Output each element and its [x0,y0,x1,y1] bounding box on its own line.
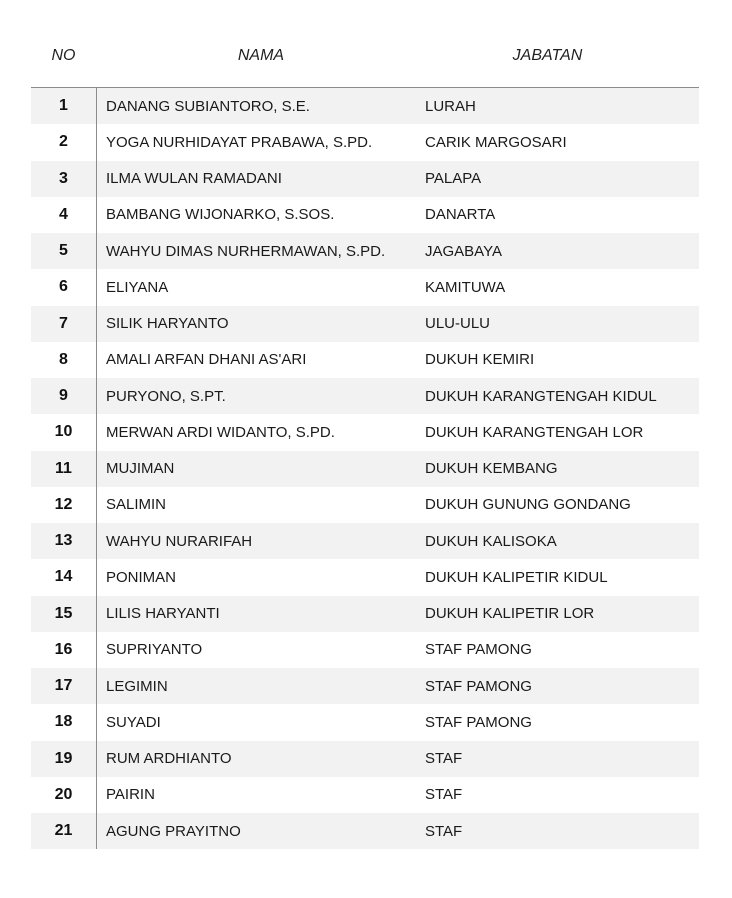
row-number: 16 [54,640,73,658]
row-nama: AGUNG PRAYITNO [106,822,241,840]
row-jabatan: ULU-ULU [425,315,491,333]
row-nama: ELIYANA [106,278,169,296]
row-number: 12 [54,495,73,513]
row-nama: SUYADI [106,713,161,731]
table-row [31,741,699,777]
header-jabatan: JABATAN [512,46,583,64]
row-number: 7 [59,314,68,332]
row-nama: LEGIMIN [106,677,168,695]
row-jabatan: STAF PAMONG [425,677,532,695]
table-row [31,523,699,559]
row-jabatan: STAF PAMONG [425,641,532,659]
row-number: 10 [54,423,73,441]
row-jabatan: LURAH [425,97,476,115]
row-jabatan: STAF PAMONG [425,713,532,731]
table-row [31,777,699,813]
row-nama: WAHYU NURARIFAH [106,532,253,550]
row-number: 13 [54,532,73,550]
row-nama: LILIS HARYANTI [106,605,220,623]
row-nama: SALIMIN [106,496,167,514]
row-nama: PAIRIN [106,786,155,804]
row-number: 8 [59,350,68,368]
row-number: 15 [54,604,73,622]
row-nama: AMALI ARFAN DHANI AS'ARI [106,351,307,369]
row-nama: RUM ARDHIANTO [106,750,232,768]
row-number: 5 [59,242,68,260]
row-jabatan: KAMITUWA [425,278,506,296]
table-row [31,88,699,124]
table-row [31,813,699,849]
table-row [31,197,699,233]
row-jabatan: DANARTA [425,206,496,224]
row-number: 9 [59,387,68,405]
table-row [31,704,699,740]
row-number: 19 [54,749,73,767]
row-number: 14 [54,568,73,586]
row-jabatan: STAF [425,750,463,768]
row-number: 1 [59,97,68,115]
row-jabatan: DUKUH KARANGTENGAH KIDUL [425,387,657,405]
row-nama: YOGA NURHIDAYAT PRABAWA, S.PD. [106,133,373,151]
table-row [31,269,699,305]
row-nama: DANANG SUBIANTORO, S.E. [106,97,310,115]
table-row [31,596,699,632]
row-nama: ILMA WULAN RAMADANI [106,170,282,188]
row-number: 20 [54,785,73,803]
table-header [31,24,699,88]
row-nama: WAHYU DIMAS NURHERMAWAN, S.PD. [106,242,386,260]
header-no: NO [51,46,76,64]
header-nama: NAMA [237,46,285,64]
staff-table [31,24,699,849]
row-number: 11 [55,459,72,477]
row-nama: PONIMAN [106,568,177,586]
row-jabatan: STAF [425,786,463,804]
row-jabatan: JAGABAYA [425,242,502,260]
row-number: 21 [54,822,73,840]
table-row [31,451,699,487]
row-nama: BAMBANG WIJONARKO, S.SOS. [106,206,335,224]
row-jabatan: DUKUH KALIPETIR LOR [425,605,595,623]
table-row [31,233,699,269]
table-body [31,88,699,849]
table-row [31,306,699,342]
row-jabatan: DUKUH KALIPETIR KIDUL [425,568,608,586]
row-jabatan: CARIK MARGOSARI [425,133,567,151]
row-jabatan: DUKUH KEMIRI [425,351,535,369]
row-nama: PURYONO, S.PT. [106,387,226,405]
row-jabatan: STAF [425,822,463,840]
row-nama: MUJIMAN [106,460,175,478]
row-jabatan: DUKUH KALISOKA [425,532,557,550]
table-row [31,378,699,414]
table-row [31,124,699,160]
row-nama: SILIK HARYANTO [106,315,229,333]
table-row [31,632,699,668]
row-number: 17 [54,677,73,695]
table-row [31,161,699,197]
row-number: 3 [59,169,68,187]
row-number: 2 [59,133,68,151]
row-nama: SUPRIYANTO [106,641,203,659]
row-jabatan: PALAPA [425,170,482,188]
row-number: 6 [59,278,68,296]
row-jabatan: DUKUH KARANGTENGAH LOR [425,423,644,441]
row-nama: MERWAN ARDI WIDANTO, S.PD. [106,423,335,441]
table-row [31,414,699,450]
row-jabatan: DUKUH GUNUNG GONDANG [425,496,631,514]
table-row [31,487,699,523]
table-row [31,668,699,704]
row-number: 4 [59,205,68,223]
row-jabatan: DUKUH KEMBANG [425,460,558,478]
row-number: 18 [54,713,73,731]
table-row [31,559,699,595]
table-row [31,342,699,378]
